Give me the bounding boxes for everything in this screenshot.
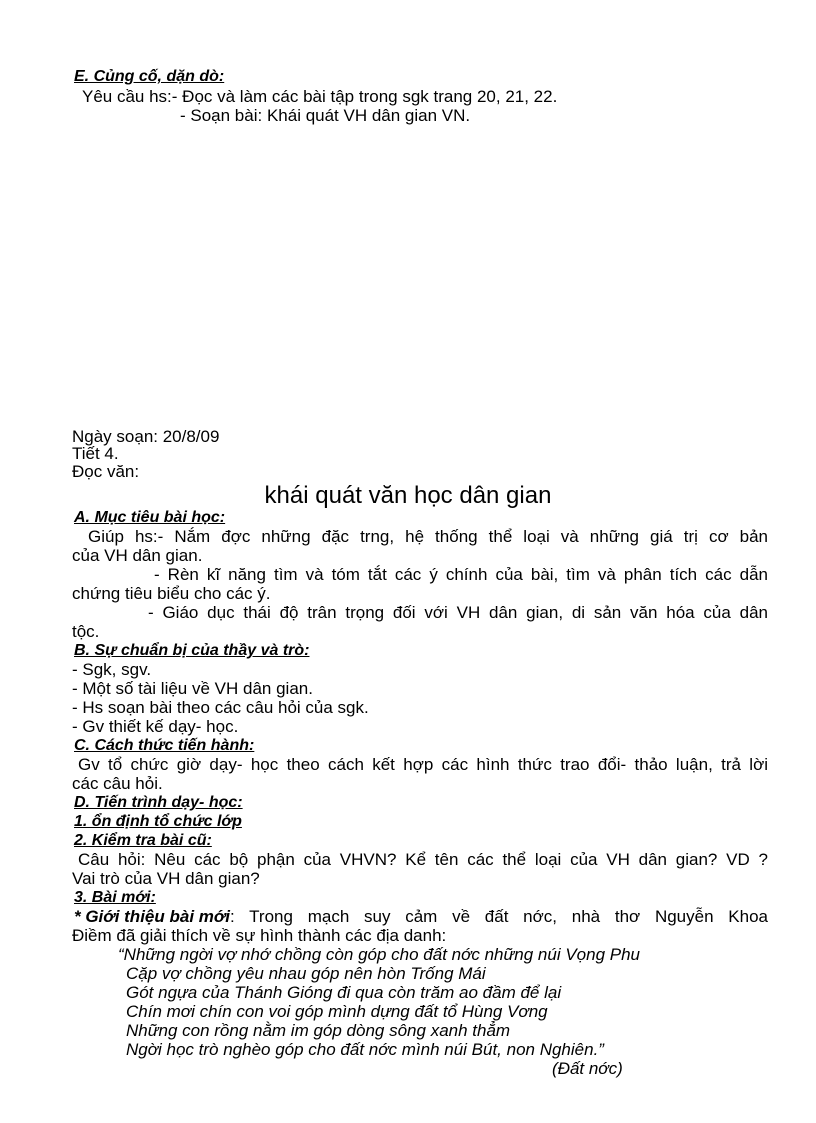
section-d-sub-3: 3. Bài mới: — [74, 889, 156, 906]
section-b-item: - Một số tài liệu về VH dân gian. — [72, 679, 313, 698]
section-a-para-3-cont: tộc. — [72, 622, 100, 641]
section-a-para-1-cont: của VH dân gian. — [72, 546, 203, 565]
intro-line — [74, 907, 768, 926]
section-b-heading: B. Sự chuẩn bị của thầy và trò: — [74, 642, 310, 659]
poem-line: Những con rồng nằm im góp dòng sông xanh thẳm — [126, 1021, 511, 1040]
section-e-line-1: Yêu cầu hs:- Đọc và làm các bài tập trong sgk trang 20, 21, 22. — [82, 87, 558, 106]
lesson-period: Tiết 4. — [72, 444, 119, 463]
section-b-item: - Gv thiết kế dạy- học. — [72, 717, 239, 736]
section-b-item: - Hs soạn bài theo các câu hỏi của sgk. — [72, 698, 369, 717]
intro-label: * Giới thiệu bài mới — [74, 907, 231, 926]
lesson-subject: Đọc văn: — [72, 462, 140, 481]
intro-text: : Trong mạch suy cảm về đất nớc, nhà thơ Nguyễn Khoa — [230, 907, 768, 926]
poem-line: Chín mơi chín con voi góp mình dựng đất tổ Hùng Vơng — [126, 1002, 548, 1021]
section-c-heading: C. Cách thức tiến hành: — [74, 737, 255, 754]
section-e-heading: E. Củng cố, dặn dò: — [74, 68, 225, 85]
section-d-heading: D. Tiến trình dạy- học: — [74, 794, 243, 811]
intro-line-2: Điềm đã giải thích về sự hình thành các địa danh: — [72, 926, 447, 945]
section-d-question-2: Vai trò của VH dân gian? — [72, 869, 260, 888]
poem-line: Gót ngựa của Thánh Gióng đi qua còn trăm ao đầm để lại — [126, 983, 562, 1002]
section-b-item: - Sgk, sgv. — [72, 660, 152, 679]
lesson-date: Ngày soạn: 20/8/09 — [72, 427, 220, 446]
section-d-question-1: Câu hỏi: Nêu các bộ phận của VHVN? Kể tên các thể loại của VH dân gian? VD ? — [78, 850, 768, 869]
section-a-para-2-cont: chứng tiêu biểu cho các ý. — [72, 584, 271, 603]
poem-line: Ngời học trò nghèo góp cho đất nớc mình núi Bút, non Nghiên.” — [126, 1040, 604, 1059]
section-a-para-2: - Rèn kĩ năng tìm và tóm tắt các ý chính của bài, tìm và phân tích các dẫn — [154, 565, 768, 584]
section-c-line-2: các câu hỏi. — [72, 774, 163, 793]
section-e-line-2: - Soạn bài: Khái quát VH dân gian VN. — [180, 106, 471, 125]
section-a-para-1: Giúp hs:- Nắm đợc những đặc trng, hệ thống thể loại và những giá trị cơ bản — [88, 527, 768, 546]
poem-line: “Những ngời vợ nhớ chồng còn góp cho đất nớc những núi Vọng Phu — [118, 945, 640, 964]
section-a-para-3: - Giáo dục thái độ trân trọng đối với VH dân gian, di sản văn hóa của dân — [148, 603, 768, 622]
section-d-sub-1: 1. ổn định tổ chức lớp — [74, 813, 242, 830]
page-title: khái quát văn học dân gian — [264, 482, 552, 509]
section-c-line-1: Gv tổ chức giờ dạy- học theo cách kết hợp các hình thức trao đổi- thảo luận, trả lời — [78, 755, 768, 774]
poem-source: (Đất nớc) — [552, 1059, 623, 1078]
section-d-sub-2: 2. Kiểm tra bài cũ: — [74, 832, 212, 849]
poem-line: Cặp vợ chồng yêu nhau góp nên hòn Trống Mái — [126, 964, 486, 983]
section-a-heading: A. Mục tiêu bài học: — [74, 509, 226, 526]
